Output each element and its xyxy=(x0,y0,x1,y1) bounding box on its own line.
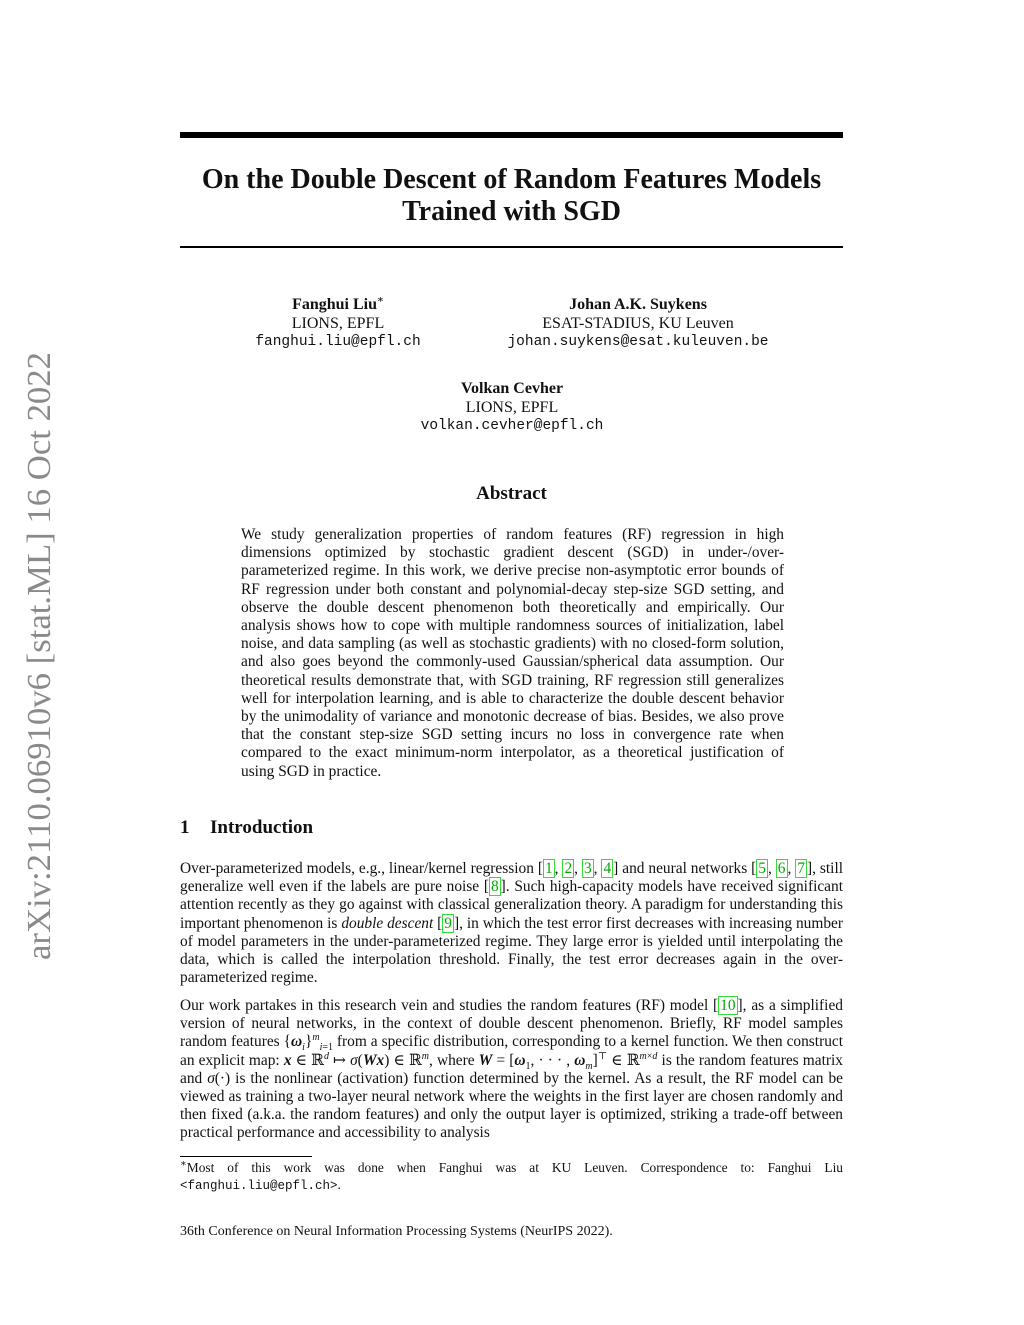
text-run: ], as a simplified version of neural networks, in the context of double descent phenomenon. Briefly, RF model samples random features xyxy=(180,997,843,1051)
title-line-2: Trained with SGD xyxy=(402,196,621,227)
author-email[interactable]: johan.suykens@esat.kuleuven.be xyxy=(507,334,769,350)
citation-link[interactable]: 4 xyxy=(603,860,612,877)
text-run: is the nonlinear (activation) function determined by the kernel. As a result, the RF model can be viewed as training a two-layer neural network where the weights in the first layer are chosen randomly and then fixed (a.k.a. the random features) and only the output layer is optimized, striking a trade-off between practical performance and accessibility to analysis xyxy=(180,1069,843,1142)
author-block-2 xyxy=(488,296,788,352)
citation-link[interactable]: 2 xyxy=(564,860,573,877)
text-run: [ xyxy=(433,914,443,932)
citation-link[interactable]: 7 xyxy=(797,860,805,877)
intro-paragraph-2 xyxy=(180,997,843,1143)
author-affiliation: LIONS, EPFL xyxy=(465,398,559,416)
author-email[interactable]: volkan.cevher@epfl.ch xyxy=(420,418,604,434)
text-run: ] and neural networks [ xyxy=(613,860,757,877)
math-weight-matrix: $W = [\omega_1$, · · · , $\omega_m]^⊤$ ∈ ℝ$^{m\times d}$ xyxy=(478,1050,658,1072)
citation-link[interactable]: 1 xyxy=(544,860,553,877)
section-title: Introduction xyxy=(210,817,314,838)
arxiv-stamp-text: arXiv:2110.06910v6 [stat.ML] 16 Oct 2022 xyxy=(21,373,58,960)
section-heading xyxy=(180,817,313,839)
author-block-1 xyxy=(238,296,438,352)
citation-link[interactable]: 8 xyxy=(490,878,499,896)
author-name: Volkan Cevher xyxy=(460,380,564,397)
section-number: 1 xyxy=(180,817,190,838)
venue-line: 36th Conference on Neural Information Processing Systems (NeurIPS 2022). xyxy=(180,1224,613,1239)
citation-link[interactable]: 10 xyxy=(720,997,736,1014)
author-name-text: Fanghui Liu xyxy=(292,296,377,313)
author-affiliation: ESAT-STADIUS, KU Leuven xyxy=(542,314,734,332)
text-run: Our work partakes in this research vein and studies the random features (RF) model [ xyxy=(180,997,719,1014)
math-feature-map: x ∈ ℝ$^d$ ↦ σ(Wx) ∈ ℝ$^m$ xyxy=(283,1050,429,1069)
author-affiliation: LIONS, EPFL xyxy=(291,314,385,332)
emphasis: double descent xyxy=(341,914,434,932)
text-run: is the random features matrix and xyxy=(180,1051,843,1087)
title-top-rule xyxy=(180,132,843,138)
author-name: Johan A.K. Suykens xyxy=(569,296,707,313)
citation-link[interactable]: 3 xyxy=(583,860,592,877)
text-run: Over-parameterized models, e.g., linear/kernel regression [ xyxy=(180,860,543,877)
title-line-1: On the Double Descent of Random Features Models xyxy=(201,164,822,195)
arxiv-stamp-svg xyxy=(14,350,62,960)
text-run: ], still generalize well even if the labels are pure noise [ xyxy=(180,860,844,896)
abstract-text: We study generalization properties of random features (RF) regression in high dimensions optimized by stochastic gradient descent (SGD) in under-/over-parameterized regime. In this work, we derive precise non-asymptotic error bounds of RF regression under both constant and polynomial-decay step-size SGD setting, and observe the double descent phenomenon both theoretically and empirically. Our analysis shows how to cope with multiple randomness sources of initialization, label noise, and data sampling (as well as stochastic gradients) with no closed-form solution, and also goes beyond the commonly-used Gaussian/spherical data assumption. Our theoretical results demonstrate that, with SGD training, RF regression still generalizes well for interpolation learning, and is able to characterize the double descent behavior by the unimodality of variance and monotonic decrease of bias. Besides, we also prove that the constant step-size SGD setting incurs no loss in convergence rate when compared to the exact minimum-norm interpolator, as a theoretical justification of using SGD in practice. xyxy=(241,526,784,780)
footnote-end: . xyxy=(337,1177,341,1192)
author-email[interactable]: fanghui.liu@epfl.ch xyxy=(255,334,421,350)
footnote-text: Most of this work was done when Fanghui was at KU Leuven. Correspondence to: Fanghui Liu xyxy=(186,1160,843,1175)
math-activation: σ(·) xyxy=(207,1069,231,1087)
footnote xyxy=(180,1159,843,1195)
footnote-rule xyxy=(180,1156,312,1157)
author-block-3 xyxy=(412,380,612,436)
intro-paragraph-1: Over-parameterized models, e.g., linear/kernel regression [ 1 , 2 , 3 , 4 ] and neural networks [ 5 , 6 , 7 ], still generalize well even if the labels are pure noise [ 8 ]. Such high-capacity models have received significant attention recently as they go against with classical generalization theory. A paradigm for understanding this important phenomenon is double descent [ 9 ], in which the test error first decreases with increasing number of model parameters in the under-parameterized regime. They large error is yielded until interpolating the data, which is called the interpolation threshold. Finally, the test error decreases again in the over-parameterized regime. xyxy=(180,860,844,987)
abstract-heading: Abstract xyxy=(476,483,547,504)
text-run: , where xyxy=(428,1051,479,1069)
footnote-mark: ∗ xyxy=(180,1158,187,1170)
text-run: from a specific distribution, corresponding to a kernel function. We then construct an explicit map: xyxy=(180,1033,843,1069)
title-bottom-rule xyxy=(180,246,843,248)
arxiv-side-stamp xyxy=(14,350,62,960)
citation-link[interactable]: 9 xyxy=(444,914,452,932)
author-name xyxy=(238,296,438,315)
citation-link[interactable]: 6 xyxy=(777,860,786,877)
text-run: ]. Such high-capacity models have received significant attention recently as they go against with classical generalization theory. A paradigm for understanding this important phenomenon is xyxy=(180,878,843,932)
citation-link[interactable]: 5 xyxy=(758,860,766,877)
footnote-mark: ∗ xyxy=(377,294,384,306)
paper-title xyxy=(180,164,843,228)
text-run: ], in which the test error first decreases with increasing number of model parameters in the under-parameterized regime. They large error is yielded until interpolating the data, which is called the interpolation threshold. Finally, the test error decreases again in the over-parameterized regime. xyxy=(180,914,843,987)
footnote-email[interactable]: <fanghui.liu@epfl.ch> xyxy=(180,1179,338,1193)
math-features-set: $\{\omega_i\}^m_{i=1}$ xyxy=(283,1032,333,1054)
